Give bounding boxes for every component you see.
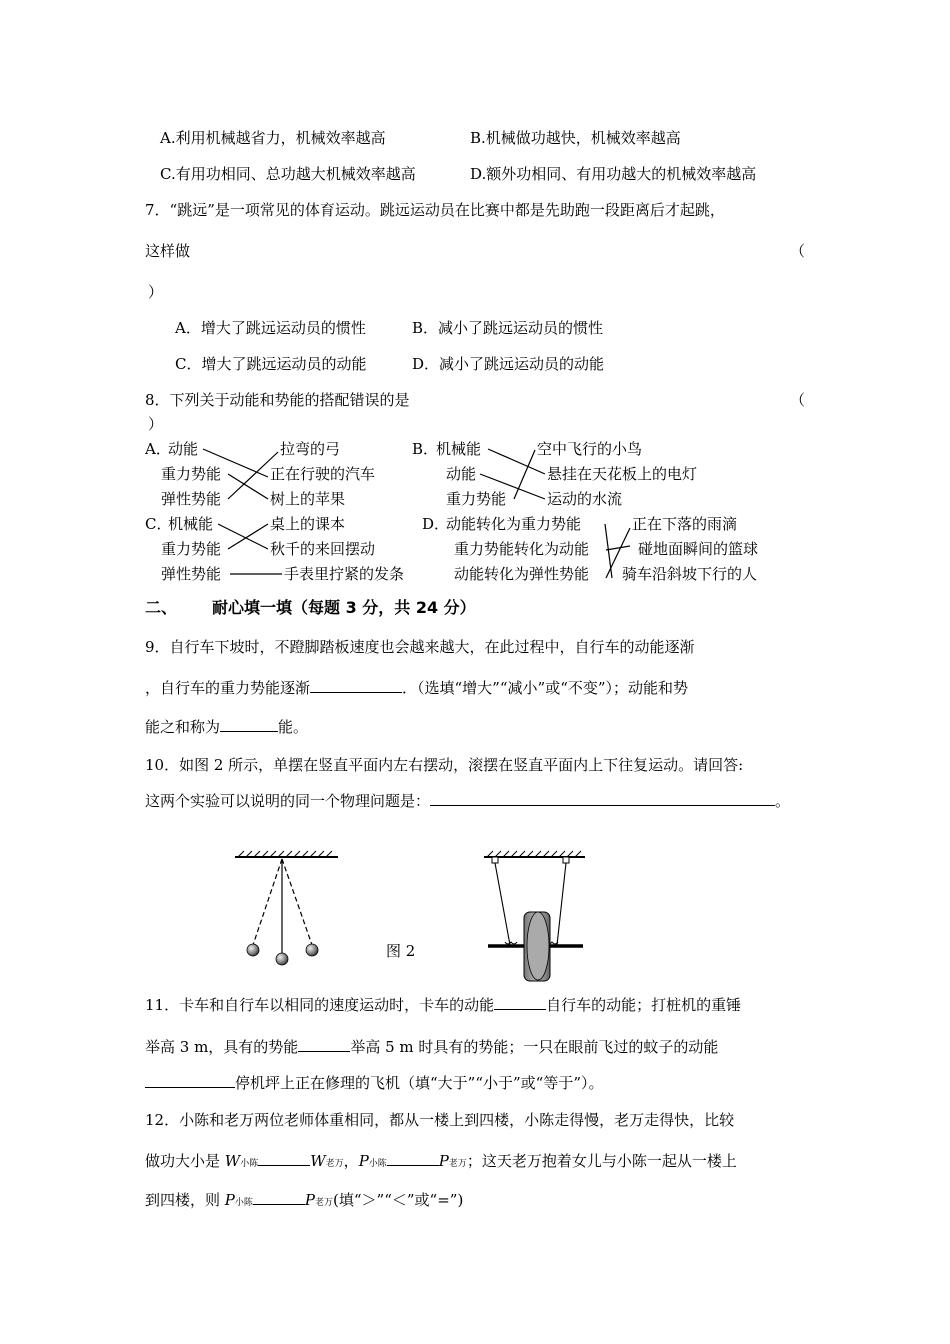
q12-line-3 [145, 1190, 463, 1213]
q9-line-2-b: ．（选填“增大”“减小”或“不变”）；动能和势 [402, 679, 689, 697]
q12-p-sub-wan: 老万 [448, 1159, 467, 1169]
q6-option-a: A.利用机械越省力，机械效率越高 [160, 129, 386, 147]
q8-a-right-1: 拉弯的弓 [280, 440, 341, 458]
q8-c-right-1: 桌上的课本 [270, 515, 346, 533]
q8-paren-open: （ [790, 391, 806, 409]
q8-a-right-2: 正在行驶的汽车 [270, 465, 376, 483]
q12-w-sub-chen: 小陈 [240, 1159, 259, 1169]
q11-line-3 [145, 1073, 604, 1093]
q12-p-sub-wan-2: 老万 [315, 1198, 334, 1208]
figure-2-label: 图 2 [386, 942, 416, 960]
pendulum-ball-right [306, 944, 318, 956]
q8-b-left-3: 重力势能 [446, 490, 507, 508]
q12-w-sub-wan: 老万 [325, 1159, 344, 1169]
q8-a-left-2: 重力势能 [161, 465, 222, 483]
q8-b-right-1: 空中飞行的小鸟 [537, 440, 643, 458]
q7-option-b: B．减小了跳远运动员的惯性 [412, 319, 604, 337]
q8-b-left-1: 机械能 [436, 440, 482, 458]
q10-line-2-text: 这两个实验可以说明的同一个物理问题是： [145, 792, 431, 810]
q12-line-2-a: 做功大小是 [145, 1152, 221, 1170]
q11-line-2-a: 举高 3 m，具有的势能 [145, 1038, 299, 1056]
q7-stem: 7．“跳远”是一项常见的体育运动。跳远运动员在比赛中都是先助跑一段距离后才起跳， [145, 201, 725, 219]
q9-line-3-a: 能之和称为 [145, 718, 221, 736]
q7-paren-open: （ [790, 242, 806, 260]
q8-stem: 8．下列关于动能和势能的搭配错误的是 [145, 391, 410, 409]
q12-answer-blank-3[interactable] [253, 1190, 305, 1205]
q12-p-symbol-1: P [358, 1152, 369, 1170]
q8-c-right-3: 手表里拧紧的发条 [284, 565, 405, 583]
q12-answer-blank-1[interactable] [258, 1151, 310, 1166]
q10-line-2-end: 。 [775, 792, 791, 810]
q11-line-3-text: 停机坪上正在修理的飞机（填“大于”“小于”或“等于”）。 [235, 1074, 604, 1092]
q7-stem-2: 这样做 [145, 242, 191, 260]
q9-line-2-a: ，自行车的重力势能逐渐 [145, 679, 311, 697]
q8-d-right-3: 骑车沿斜坡下行的人 [622, 565, 758, 583]
q8-b-label: B． [412, 440, 439, 458]
q8-d-label: D． [422, 515, 450, 533]
q12-line-2-end: ；这天老万抱着女儿与小陈一起从一楼上 [466, 1152, 737, 1170]
q7-option-a: A．增大了跳远运动员的惯性 [175, 319, 366, 337]
q8-b-right-2: 悬挂在天花板上的电灯 [547, 465, 698, 483]
q8-a-label: A． [145, 440, 171, 458]
q8-c-left-2: 重力势能 [161, 540, 222, 558]
q11-answer-blank-2[interactable] [298, 1037, 350, 1052]
q12-line-3-end: (填“＞”“＜”或“=”) [333, 1191, 464, 1209]
q10-line-1: 10．如图 2 所示，单摆在竖直平面内左右摆动，滚摆在竖直平面内上下往复运动。请回答: [145, 756, 744, 774]
q12-w-symbol-2: W [310, 1152, 326, 1170]
q12-line-2 [145, 1151, 737, 1174]
q9-line-1: 9．自行车下坡时，不蹬脚踏板速度也会越来越大，在此过程中，自行车的动能逐渐 [145, 638, 695, 656]
q11-line-1 [145, 995, 741, 1015]
q12-w-symbol-1: W [224, 1152, 241, 1170]
pendulum-ball-left [247, 944, 259, 956]
q8-b-right-3: 运动的水流 [547, 490, 623, 508]
q12-p-sub-chen: 小陈 [368, 1159, 387, 1169]
section-2-number: 二、 [145, 598, 178, 617]
q6-option-b: B.机械做功越快，机械效率越高 [470, 129, 681, 147]
pendulum-ball-center [276, 953, 288, 965]
q12-line-3-a: 到四楼，则 [145, 1191, 221, 1209]
q8-d-left-1: 动能转化为重力势能 [446, 515, 582, 533]
q12-p-sub-chen-2: 小陈 [234, 1198, 253, 1208]
section-2-title: 耐心填一填（每题 3 分，共 24 分） [212, 598, 476, 617]
q11-line-2 [145, 1037, 718, 1057]
maxwell-wheel-face [527, 912, 549, 980]
q12-p-symbol-2: P [438, 1152, 449, 1170]
q8-c-left-3: 弹性势能 [161, 565, 222, 583]
q12-answer-blank-2[interactable] [387, 1151, 439, 1166]
q12-line-1: 12．小陈和老万两位老师体重相同，都从一楼上到四楼，小陈走得慢，老万走得快，比较 [145, 1111, 735, 1129]
q8-c-left-1: 机械能 [168, 515, 214, 533]
q6-option-c: C.有用功相同、总功越大机械效率越高 [160, 165, 416, 183]
q12-p-symbol-3: P [224, 1191, 235, 1209]
q7-paren-close: ） [148, 283, 164, 301]
q8-paren-close: ） [148, 415, 164, 433]
q12-comma: ， [343, 1152, 359, 1170]
q11-line-2-b: 举高 5 m 时具有的势能；一只在眼前飞过的蚊子的动能 [350, 1038, 719, 1056]
q12-p-symbol-4: P [304, 1191, 315, 1209]
q7-option-d: D．减小了跳远运动员的动能 [412, 355, 605, 373]
pendulum-figure [235, 851, 338, 953]
q11-line-1-b: 自行车的动能；打桩机的重锤 [546, 996, 742, 1014]
q8-b-left-2: 动能 [446, 465, 477, 483]
q11-line-1-a: 11．卡车和自行车以相同的速度运动时，卡车的动能 [145, 996, 495, 1014]
q8-a-right-3: 树上的苹果 [270, 490, 346, 508]
q8-c-label: C． [145, 515, 172, 533]
q9-line-3-b: 能。 [278, 718, 309, 736]
q8-c-right-2: 秋千的来回摆动 [270, 540, 376, 558]
q8-d-right-2: 碰地面瞬间的篮球 [638, 540, 759, 558]
q6-option-d: D.额外功相同、有用功越大的机械效率越高 [470, 165, 757, 183]
q11-answer-blank-3[interactable] [145, 1073, 235, 1088]
q8-d-right-1: 正在下落的雨滴 [632, 515, 738, 533]
q7-option-c: C．增大了跳远运动员的动能 [175, 355, 367, 373]
q8-d-left-2: 重力势能转化为动能 [454, 540, 590, 558]
q8-d-left-3: 动能转化为弹性势能 [454, 565, 590, 583]
q8-a-left-1: 动能 [168, 440, 199, 458]
q8-a-left-3: 弹性势能 [161, 490, 222, 508]
q11-answer-blank-1[interactable] [494, 995, 546, 1010]
